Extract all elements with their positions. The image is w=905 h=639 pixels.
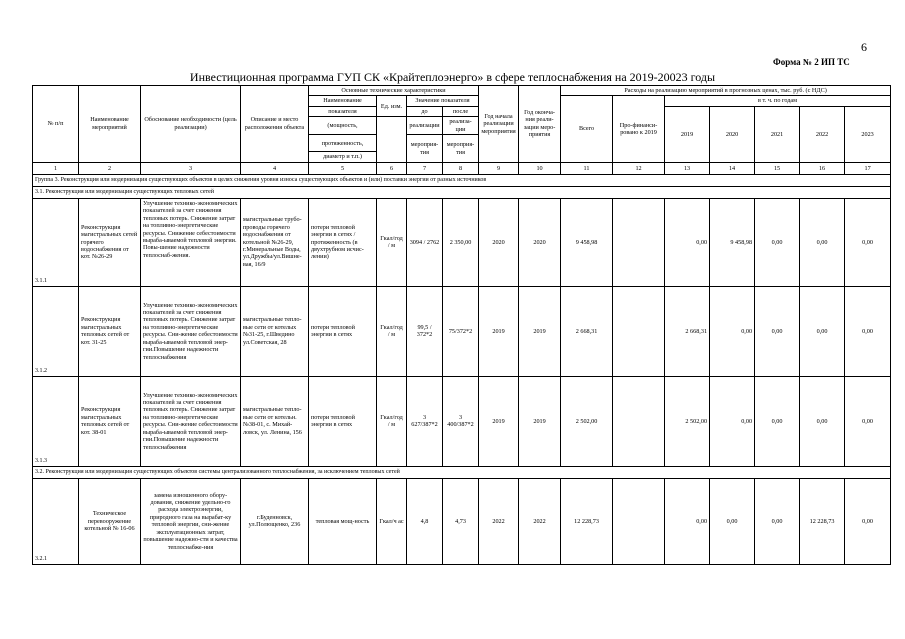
header-value-group: Значение показателя [407, 96, 479, 106]
subgroup-3-1-heading: 3.1. Реконструкция или модернизация существующих тепловых сетей [33, 186, 891, 198]
investment-table [32, 85, 891, 565]
row-id: 3.1.2 [33, 286, 79, 376]
col-number: 9 [479, 162, 519, 174]
page-number: 6 [861, 40, 867, 54]
row-after: 4,73 [443, 478, 479, 564]
row-total: 9 458,98 [561, 198, 613, 286]
header-tech-group: Основные технические характеристики [309, 86, 479, 96]
row-2022: 0,00 [800, 376, 845, 466]
col-number: 4 [241, 162, 309, 174]
table-row [33, 478, 891, 564]
row-end: 2022 [519, 478, 561, 564]
row-before: 3 627/387*2 [407, 376, 443, 466]
header-prefinanced: Про-финанси-ровано к 2019 [613, 96, 665, 162]
row-start: 2022 [479, 478, 519, 564]
col-number: 7 [407, 162, 443, 174]
header-unit: Ед. изм. [377, 96, 407, 117]
row-id: 3.1.3 [33, 376, 79, 466]
subgroup-3-2-heading: 3.2. Реконструкция или модернизация существующих объектов системы централизованного теплоснабжения, за исключением тепловых сетей [33, 466, 891, 478]
row-reason: Улучшение технико-экономических показателей за счет снижения тепловых потерь. Снижение затрат на топливно-энергетические ресурсы. Сни-жение себестоимости выраба-ываемой тепловой энер-гии.Повышение надежности теплоснабжения [141, 286, 241, 376]
col-number: 11 [561, 162, 613, 174]
header-tech-name-b: показателя [309, 106, 377, 116]
col-number: 14 [710, 162, 755, 174]
header-by-years: в т. ч. по годам [665, 96, 891, 106]
col-number: 12 [613, 162, 665, 174]
header-year-2021: 2021 [755, 106, 800, 162]
header-after-a: после [443, 106, 479, 116]
row-prefinanced [613, 286, 665, 376]
header-cost-group: Расходы на реализацию мероприятий в прогнозных ценах, тыс. руб. (с НДС) [561, 86, 891, 96]
form-label: Форма № 2 ИП ТС [773, 57, 850, 67]
row-before: 4,8 [407, 478, 443, 564]
page-title: Инвестиционная программа ГУП СК «Крайтеплоэнерго» в сфере теплоснабжения на 2019-20023 годы [189, 70, 716, 84]
row-after: 75/372*2 [443, 286, 479, 376]
row-after: 2 350,00 [443, 198, 479, 286]
row-total: 12 228,73 [561, 478, 613, 564]
col-number: 16 [800, 162, 845, 174]
header-year-2023: 2023 [845, 106, 891, 162]
header-reason: Обоснование необходимости (цель реализации) [141, 86, 241, 163]
row-2020: 0,00 [710, 286, 755, 376]
header-tech-name-a: Наименование [309, 96, 377, 106]
header-year-2019: 2019 [665, 106, 710, 162]
header-year-end: Год оконча-ния реали-зации меро-приятия [519, 86, 561, 163]
col-number: 5 [309, 162, 377, 174]
row-after: 3 400/387*2 [443, 376, 479, 466]
row-name: Реконструкция магистральных тепловых сетей от кот. 38-01 [79, 376, 141, 466]
row-start: 2020 [479, 198, 519, 286]
row-name: Техническое перевооружение котельной № 16-06 [79, 478, 141, 564]
row-2019: 2 668,31 [665, 286, 710, 376]
col-number: 10 [519, 162, 561, 174]
row-total: 2 502,00 [561, 376, 613, 466]
row-unit: Гкал/год / м [377, 286, 407, 376]
row-end: 2019 [519, 286, 561, 376]
row-tech: потери тепловой энергии в сетях [309, 286, 377, 376]
header-no: № п/п [33, 86, 79, 163]
header-after-c: мероприя-тия [443, 135, 479, 162]
row-reason: Улучшение технико-экономических показателей за счет снижения тепловых потерь. Снижение затрат на топливно-энергетические ресурсы. Сни-жение себестоимости выраба-ываемой тепловой энер-гии.Повышение надежности теплоснабжения [141, 376, 241, 466]
row-unit: Гкал/год / м [377, 198, 407, 286]
row-2021: 0,00 [755, 286, 800, 376]
header-tech-name-e: диаметр и т.п.) [309, 152, 377, 162]
header-tech-name-c: (мощность, [309, 117, 377, 135]
row-id: 3.2.1 [33, 478, 79, 564]
row-2021: 0,00 [755, 198, 800, 286]
group-3-heading: Группа 3. Реконструкция или модернизация существующих объектов в целях снижения уровня износа существующих объектов и (или) поставки энергии от разных источников [33, 174, 891, 186]
row-2022: 0,00 [800, 198, 845, 286]
col-number: 3 [141, 162, 241, 174]
row-desc: магистральные трубо-проводы горячего водоснабжения от котельной №26-29, г.Минеральные Воды, ул.Дружбы/ул.Вишне-вая, 16/9 [241, 198, 309, 286]
row-prefinanced [613, 478, 665, 564]
row-2020: 9 458,98 [710, 198, 755, 286]
col-number: 1 [33, 162, 79, 174]
row-desc: магистральные тепло-вые сети от котельн. №38-01, с. Михай-ловск, ул. Ленина, 156 [241, 376, 309, 466]
row-2022: 0,00 [800, 286, 845, 376]
row-2019: 2 502,00 [665, 376, 710, 466]
col-number: 2 [79, 162, 141, 174]
row-desc: г.Буденновск, ул.Полющенко, 236 [241, 478, 309, 564]
header-tech-name-d: протяженность, [309, 135, 377, 152]
row-tech: тепловая мощ-ность [309, 478, 377, 564]
row-2021: 0,00 [755, 478, 800, 564]
header-after-b: реализа-ции [443, 117, 479, 135]
header-name: Наименование мероприятий [79, 86, 141, 163]
table-row [33, 286, 891, 376]
table-row [33, 198, 891, 286]
col-number: 8 [443, 162, 479, 174]
row-name: Реконструкция магистральных сетей горячего водоснабжения от кот. №26-29 [79, 198, 141, 286]
row-2023: 0,00 [845, 376, 891, 466]
row-2023: 0,00 [845, 198, 891, 286]
col-number: 6 [377, 162, 407, 174]
column-number-row [33, 162, 891, 174]
row-before: 99,5 / 372*2 [407, 286, 443, 376]
row-reason: замена изношенного обору-дования, снижение удельно-го расхода электроэнергии, природного газа на вырабат-ку тепловой энергии, сни-жение эксплуатационных затрат, повышение надежно-сти и качества теплоснабже-ния [141, 478, 241, 564]
header-total: Всего [561, 96, 613, 162]
row-start: 2019 [479, 286, 519, 376]
col-number: 15 [755, 162, 800, 174]
col-number: 13 [665, 162, 710, 174]
row-unit: Гкал/ч ас [377, 478, 407, 564]
row-unit: Гкал/год / м [377, 376, 407, 466]
header-before-b: реализации [407, 117, 443, 135]
row-desc: магистральные тепло-вые сети от котелых №31-25, г.Шведино ул.Советская, 28 [241, 286, 309, 376]
row-tech: потери тепловой энергии в сетях / протяженность (в двухтрубном исчис-лении) [309, 198, 377, 286]
header-year-2022: 2022 [800, 106, 845, 162]
row-2023: 0,00 [845, 478, 891, 564]
row-2020: 0,00 [710, 376, 755, 466]
row-name: Реконструкция магистральных тепловых сетей от кот. 31-25 [79, 286, 141, 376]
row-end: 2020 [519, 198, 561, 286]
row-start: 2019 [479, 376, 519, 466]
row-2019: 0,00 [665, 478, 710, 564]
row-2023: 0,00 [845, 286, 891, 376]
header-year-start: Год начала реализации мероприятия [479, 86, 519, 163]
row-2020: 0,00 [710, 478, 755, 564]
row-prefinanced [613, 198, 665, 286]
header-desc: Описание и место расположения объекта [241, 86, 309, 163]
header-before-c: мероприя-тия [407, 135, 443, 162]
row-id: 3.1.1 [33, 198, 79, 286]
header-before-a: до [407, 106, 443, 116]
col-number: 17 [845, 162, 891, 174]
row-tech: потери тепловой энергии в сетях [309, 376, 377, 466]
row-2019: 0,00 [665, 198, 710, 286]
row-total: 2 668,31 [561, 286, 613, 376]
row-2021: 0,00 [755, 376, 800, 466]
row-end: 2019 [519, 376, 561, 466]
row-prefinanced [613, 376, 665, 466]
header-year-2020: 2020 [710, 106, 755, 162]
row-2022: 12 228,73 [800, 478, 845, 564]
row-before: 3094 / 2762 [407, 198, 443, 286]
table-row [33, 376, 891, 466]
row-reason: Улучшение технико-экономических показателей за счет снижения тепловых потерь. Снижение затрат на топливно-энергетические ресурсы. Снижение себестоимости выраба-ываемой тепловой энергии. Повы-шение надежности теплоснаб-жения. [141, 198, 241, 286]
